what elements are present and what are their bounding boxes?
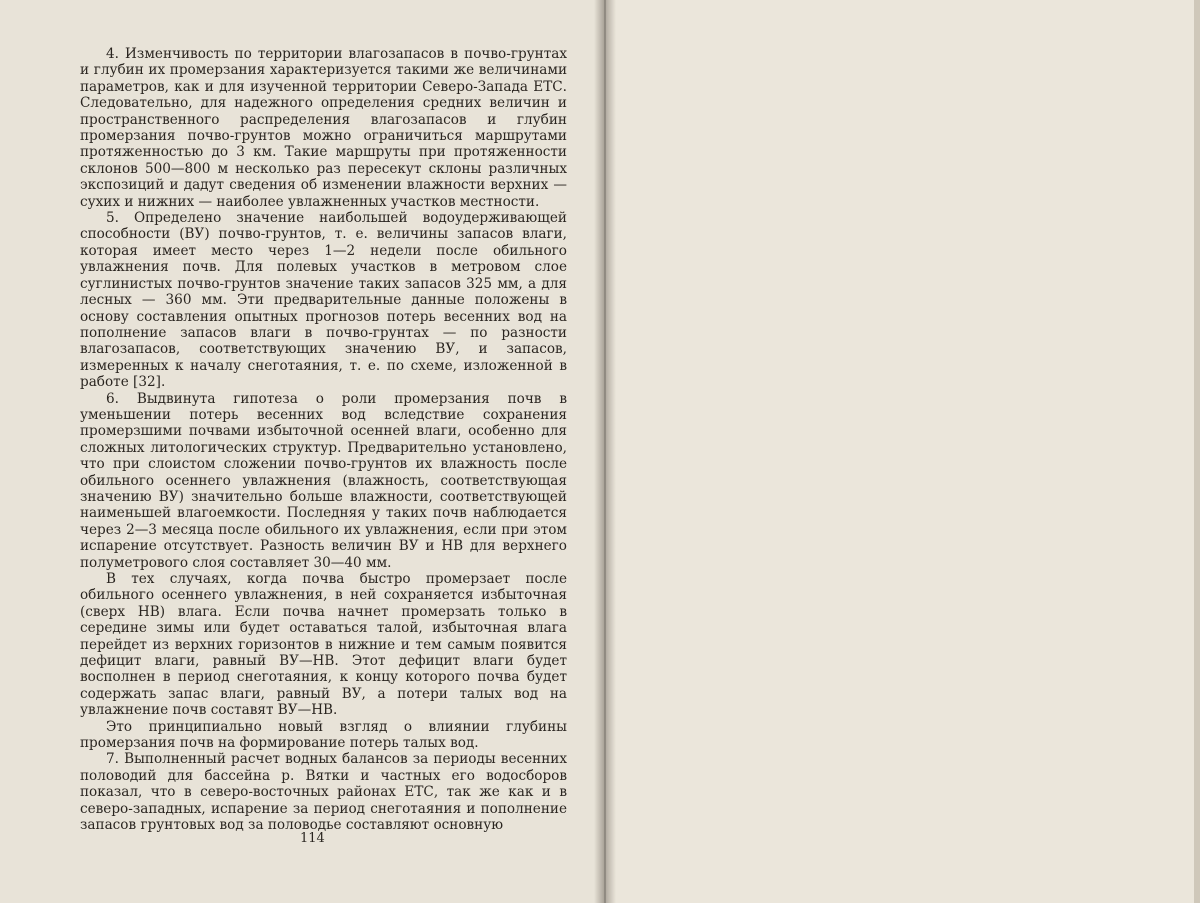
- right-page: [605, 0, 1200, 903]
- page-number-left: 114: [300, 831, 325, 846]
- paragraph-new-view: Это принципиально новый взгляд о влиянии глубины промерзания почв на формирование потерь талых вод.: [80, 718, 567, 752]
- left-text-column: [80, 46, 567, 834]
- page-edge: [1194, 0, 1200, 903]
- paragraph-7: 7. Выполненный расчет водных балансов за периоды весенних половодий для бассейна р. Вятки и частных его водосборов показал, что в северо-восточных районах ЕТС, так же как и в северо-западных, испарение за период снеготаяния и пополнение запасов грунтовых вод за половодье составляют основную: [80, 751, 567, 834]
- paragraph-freezing: В тех случаях, когда почва быстро промерзает после обильного осеннего увлажнения, в ней сохраняется избыточная (сверх НВ) влага. Если почва начнет промерзать только в середине зимы или будет оставаться талой, избыточная влага перейдет из верхних горизонтов в нижние и тем самым появится дефицит влаги, равный ВУ—НВ. Этот дефицит влаги будет восполнен в период снеготаяния, к концу которого почва будет содержать запас влаги, равный ВУ, а потери талых вод на увлажнение почв составят ВУ—НВ.: [80, 571, 567, 719]
- book-gutter: [594, 0, 616, 903]
- paragraph-5: 5. Определено значение наибольшей водоудерживающей способности (ВУ) почво-грунтов, т. е. величины запасов влаги, которая имеет место через 1—2 недели после обильного увлажнения почв. Для полевых участков в метровом слое суглинистых почво-грунтов значение таких запасов 325 мм, а для лесных — 360 мм. Эти предварительные данные положены в основу составления опытных прогнозов потерь весенних вод на пополнение запасов влаги в почво-грунтах — по разности влагозапасов, соответствующих значению ВУ, и запасов, измеренных к началу снеготаяния, т. е. по схеме, изложенной в работе [32].: [80, 210, 567, 391]
- paragraph-6: 6. Выдвинута гипотеза о роли промерзания почв в уменьшении потерь весенних вод вследствие сохранения промерзшими почвами избыточной осенней влаги, особенно для сложных литологических структур. Предварительно установлено, что при слоистом сложении почво-грунтов их влажность после обильного осеннего увлажнения (влажность, соответствующая значению ВУ) значительно больше влажности, соответствующей наименьшей влагоемкости. Последняя у таких почв наблюдается через 2—3 месяца после обильного их увлажнения, если при этом испарение отсутствует. Разность величин ВУ и НВ для верхнего полуметрового слоя составляет 30—40 мм.: [80, 390, 567, 571]
- paragraph-4: 4. Изменчивость по территории влагозапасов в почво-грунтах и глубин их промерзания характеризуется такими же величинами параметров, как и для изученной территории Северо-Запада ЕТС. Следовательно, для надежного определения средних величин и пространственного распределения влагозапасов и глубин промерзания почво-грунтов можно ограничиться маршрутами протяженностью до 3 км. Такие маршруты при протяженности склонов 500—800 м несколько раз пересекут склоны различных экспозиций и дадут сведения об изменении влажности верхних — сухих и нижних — наиболее увлажненных участков местности.: [80, 46, 567, 210]
